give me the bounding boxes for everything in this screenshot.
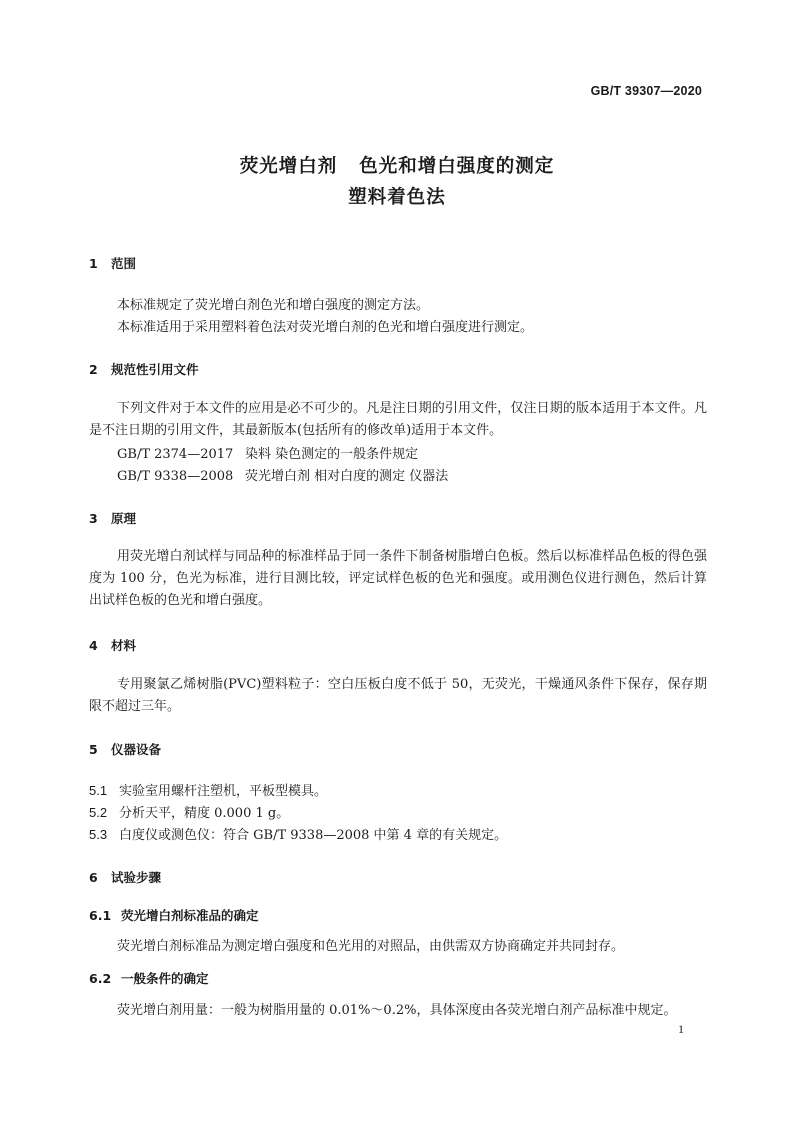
item-text: 分析天平，精度 0.000 1 g。 — [119, 806, 290, 821]
section-number: 1 — [89, 256, 98, 271]
section-number: 4 — [89, 638, 98, 653]
item-text: 实验室用螺杆注塑机，平板型模具。 — [119, 784, 328, 799]
paragraph: 用荧光增白剂试样与同品种的标准样品于同一条件下制备树脂增白色板。然后以标准样品色板的得色强度为 100 分，色光为标准，进行目测比较，评定试样色板的色光和强度。或用测色仪进行测色，然后计算出试样色板的色光和增白强度。 — [89, 549, 707, 608]
reference-title: 染料 染色测定的一般条件规定 — [245, 447, 419, 462]
section-heading-4 — [89, 636, 136, 654]
item-number: 5.2 — [89, 805, 108, 820]
normative-reference — [117, 465, 448, 484]
subsection-number: 6.1 — [89, 908, 112, 923]
title-part-1: 荧光增白剂 — [239, 156, 338, 177]
subsection-number: 6.2 — [89, 971, 112, 986]
section-heading-1 — [89, 254, 136, 272]
section-title: 仪器设备 — [111, 742, 162, 757]
section-number: 3 — [89, 511, 98, 526]
section-number: 6 — [89, 870, 98, 885]
paragraph: 本标准适用于采用塑料着色法对荧光增白剂的色光和增白强度进行测定。 — [117, 320, 534, 335]
section-title: 原理 — [111, 511, 137, 526]
section-title: 范围 — [111, 256, 137, 271]
subsection-heading-6-2 — [89, 969, 209, 987]
subsection-title: 一般条件的确定 — [121, 971, 209, 986]
section-title: 材料 — [111, 638, 137, 653]
subsection-heading-6-1 — [89, 906, 259, 924]
item-number: 5.1 — [89, 783, 108, 798]
normative-reference — [117, 443, 418, 462]
section-heading-6 — [89, 868, 161, 886]
page-number: 1 — [678, 1022, 684, 1036]
item-text: 白度仪或测色仪：符合 GB/T 9338—2008 中第 4 章的有关规定。 — [119, 828, 508, 843]
paragraph: 下列文件对于本文件的应用是必不可少的。凡是注日期的引用文件，仅注日期的版本适用于本文件。凡是不注日期的引用文件，其最新版本(包括所有的修改单)适用于本文件。 — [89, 401, 707, 438]
reference-title: 荧光增白剂 相对白度的测定 仪器法 — [245, 469, 449, 484]
document-title-line2: 塑料着色法 — [348, 187, 446, 208]
section-heading-2 — [89, 360, 199, 378]
list-item — [89, 824, 507, 843]
title-part-2: 色光和增白强度的测定 — [359, 156, 555, 177]
section-heading-3 — [89, 509, 136, 527]
subsection-title: 荧光增白剂标准品的确定 — [121, 908, 259, 923]
section-number: 5 — [89, 742, 98, 757]
section-number: 2 — [89, 362, 98, 377]
reference-code: GB/T 9338—2008 — [117, 469, 234, 484]
list-item — [89, 780, 327, 799]
section-title: 规范性引用文件 — [111, 362, 199, 377]
item-number: 5.3 — [89, 827, 108, 842]
standard-code: GB/T 39307—2020 — [590, 84, 702, 98]
section-heading-5 — [89, 740, 161, 758]
list-item — [89, 802, 289, 821]
paragraph: 荧光增白剂用量：一般为树脂用量的 0.01%～0.2%，具体深度由各荧光增白剂产品标准中规定。 — [117, 1003, 677, 1018]
document-title-line1 — [0, 152, 794, 178]
section-title: 试验步骤 — [111, 870, 162, 885]
paragraph: 本标准规定了荧光增白剂色光和增白强度的测定方法。 — [117, 298, 430, 313]
reference-code: GB/T 2374—2017 — [117, 447, 234, 462]
paragraph: 荧光增白剂标准品为测定增白强度和色光用的对照品，由供需双方协商确定并共同封存。 — [117, 939, 625, 954]
paragraph: 专用聚氯乙烯树脂(PVC)塑料粒子：空白压板白度不低于 50，无荧光，干燥通风条件下保存，保存期限不超过三年。 — [89, 677, 707, 714]
